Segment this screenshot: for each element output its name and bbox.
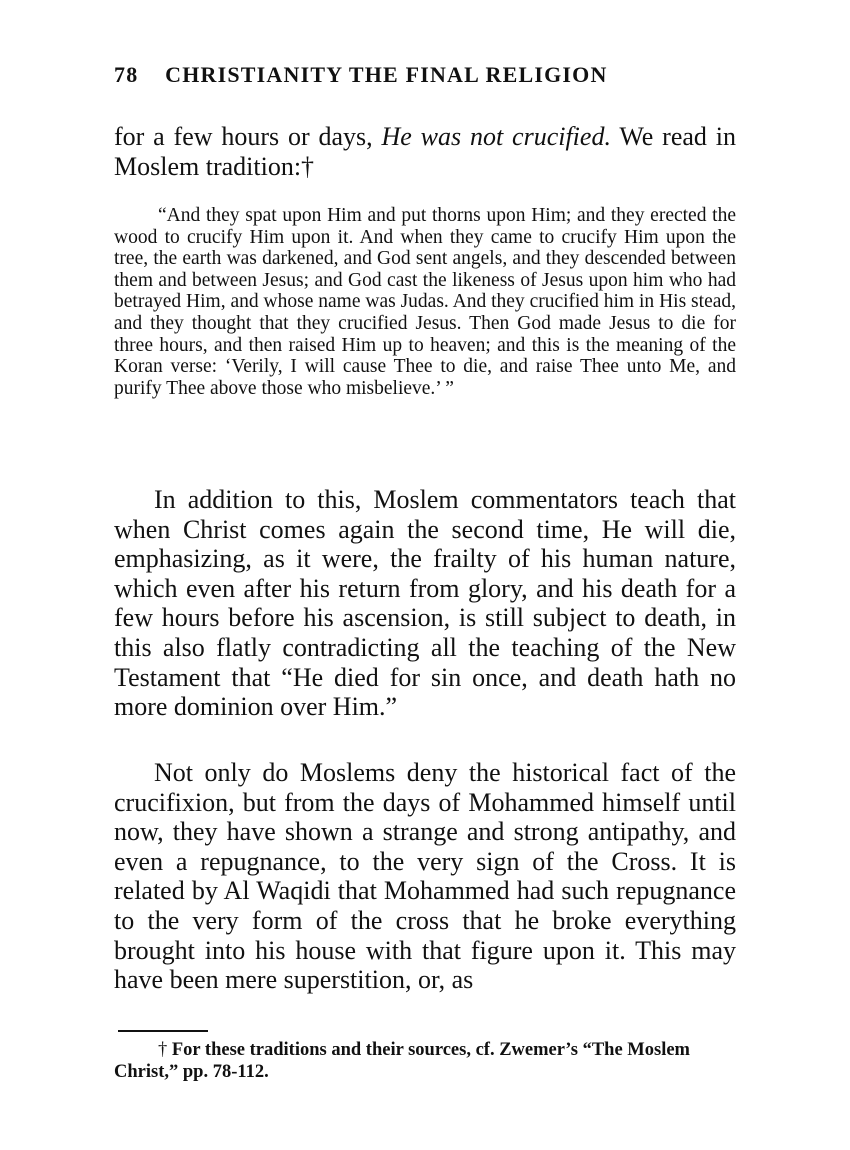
footnote-text: For these traditions and their sources, cf. Zwemer’s “The Moslem Christ,” pp. 78-112. [114,1040,690,1082]
italic-phrase: He was not crucified. [381,122,611,151]
footnote-marker: † [158,1040,168,1060]
footnote [114,1040,736,1083]
body-paragraph-2: Not only do Moslems deny the historical fact of the crucifixion, but from the days of Mohammed himself until now, they have shown a strange and strong antipathy, and even a repugnance, to the very sign of the Cross. It is related by Al Waqidi that Mohammed had such repugnance to the very form of the cross that he broke everything brought into his house with that figure upon it. This may have been mere superstition, or, as [114,758,736,995]
page-number: 78 [114,62,139,87]
footnote-reference-marker: † [301,151,315,181]
opening-text-start: for a few hours or days, [114,122,382,151]
opening-text-end: We read in Moslem tradition: [114,122,736,181]
body-paragraph-1: In addition to this, Moslem commentators teach that when Christ comes again the second time, He will die, emphasizing, as it were, the frailty of his human nature, which even after his return from glory, and his death for a few hours before his ascension, is still subject to death, in this also flatly contradicting all the teaching of the New Testament that “He died for sin once, and death hath no more dominion over Him.” [114,485,736,722]
running-header [114,62,714,88]
block-quote: “And they spat upon Him and put thorns upon Him; and they erected the wood to crucify Him upon it. And when they came to crucify Him upon the tree, the earth was darkened, and God sent angels, and they descended between them and between Jesus; and God cast the likeness of Jesus upon him who had betrayed Him, and whose name was Judas. And they crucified him in His stead, and they thought that they crucified Jesus. Then God made Jesus to die for three hours, and then raised Him up to heaven; and this is the meaning of the Koran verse: ‘Verily, I will cause Thee to die, and raise Thee unto Me, and purify Thee above those who misbelieve.’ ” [114,205,736,399]
opening-paragraph [114,122,736,181]
running-title: CHRISTIANITY THE FINAL RELIGION [165,62,608,87]
footnote-divider [118,1030,208,1032]
